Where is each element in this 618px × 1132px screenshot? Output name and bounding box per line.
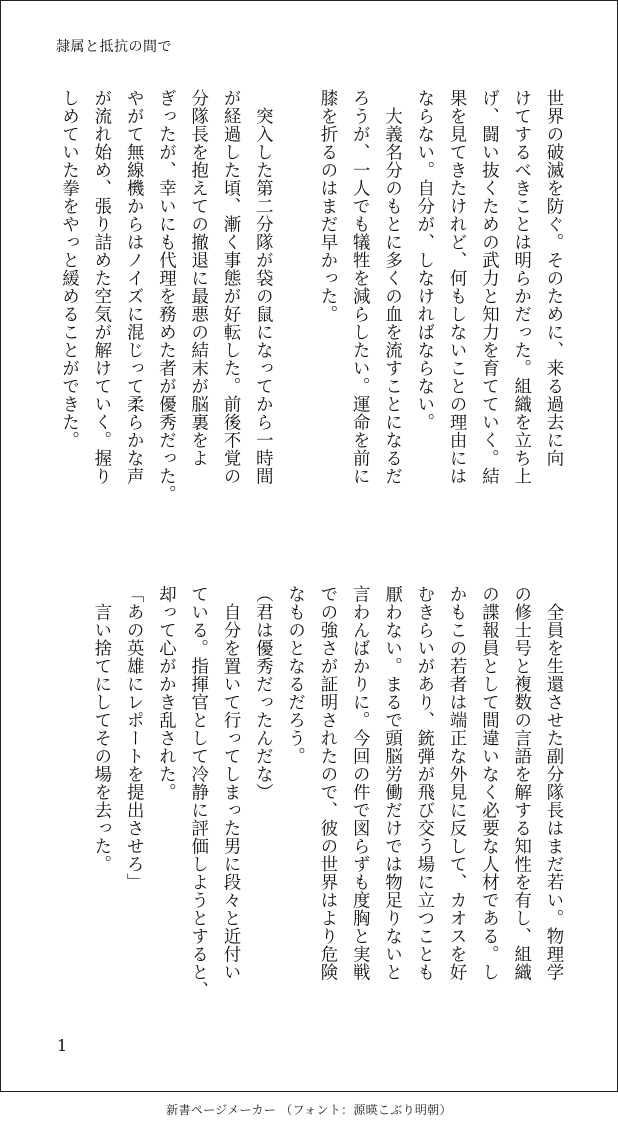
text-line: の修士号と複数の言語を解する知性を有し、組織 (510, 585, 531, 981)
text-line: が経過した頃、漸く事態が好転した。前後不覚の (220, 89, 241, 485)
text-line: むきらいがあり、銃弾が飛び交う場に立つことも (413, 585, 434, 981)
page-number: 1 (57, 1036, 68, 1055)
text-line: かもこの若者は端正な外見に反して、カオスを好 (446, 585, 467, 981)
footer-credit: 新書ページメーカー （フォント：源暎こぶり明朝） (166, 1103, 452, 1117)
text-line: 全員を生還させた副分隊長はまだ若い。物理学 (543, 585, 563, 981)
text-line: 「あの英雄にレポートを提出させろ」 (123, 585, 144, 891)
running-head-title: 隷属と抵抗の間で (56, 39, 172, 55)
text-line: ている。指揮官として冷静に評価しようとすると、 (187, 585, 208, 999)
text-line: ぎったが、幸いにも代理を務めた者が優秀だった。 (155, 89, 176, 503)
text-line: やがて無線機からはノイズに混じって柔らかな声 (123, 89, 144, 485)
text-line: 厭わない。まるで頭脳労働だけでは物足りないと (381, 585, 402, 981)
text-line: ろうが、一人でも犠牲を減らしたい。運命を前に (349, 89, 370, 485)
text-line: （君は優秀だったんだな） (252, 585, 273, 801)
text-line: が流れ始め、張り詰めた空気が解けていく。握り (90, 89, 111, 485)
text-column-top (52, 89, 569, 529)
text-line: 大義名分のもとに多くの血を流すことになるだ (381, 89, 402, 485)
text-line: での強さが証明されたので、彼の世界はより危険 (316, 585, 337, 981)
text-line: 果を見てきたけれど、何もしないことの理由には (446, 89, 467, 485)
text-line: 言わんばかりに。今回の件で図らずも度胸と実戦 (349, 585, 370, 981)
text-line: ならない。自分が、しなければならない。 (413, 89, 434, 431)
text-column-bottom (85, 585, 569, 1025)
text-line: 却って心がかき乱された。 (155, 585, 176, 801)
text-line: 言い捨てにしてその場を去った。 (90, 585, 111, 873)
blank-line (278, 89, 310, 529)
text-line: の諜報員として間違いなく必要な人材である。し (478, 585, 499, 981)
text-line: なものとなるだろう。 (284, 585, 305, 765)
text-line: げ、闘い抜くための武力と知力を育てていく。結 (478, 89, 499, 485)
text-line: しめていた拳をやっと緩めることができた。 (58, 89, 79, 449)
text-line: 膝を折るのはまだ早かった。 (316, 89, 337, 323)
text-line: 自分を置いて行ってしまった男に段々と近付い (220, 585, 241, 981)
text-line: 世界の破滅を防ぐ。そのために、来る過去に向 (543, 89, 563, 467)
text-line: 分隊長を抱えての撤退に最悪の結末が脳裏をよ (187, 89, 208, 467)
text-line: 突入した第二分隊が袋の鼠になってから一時間 (252, 89, 273, 485)
text-line: けてするべきことは明らかだった。組織を立ち上 (510, 89, 531, 485)
